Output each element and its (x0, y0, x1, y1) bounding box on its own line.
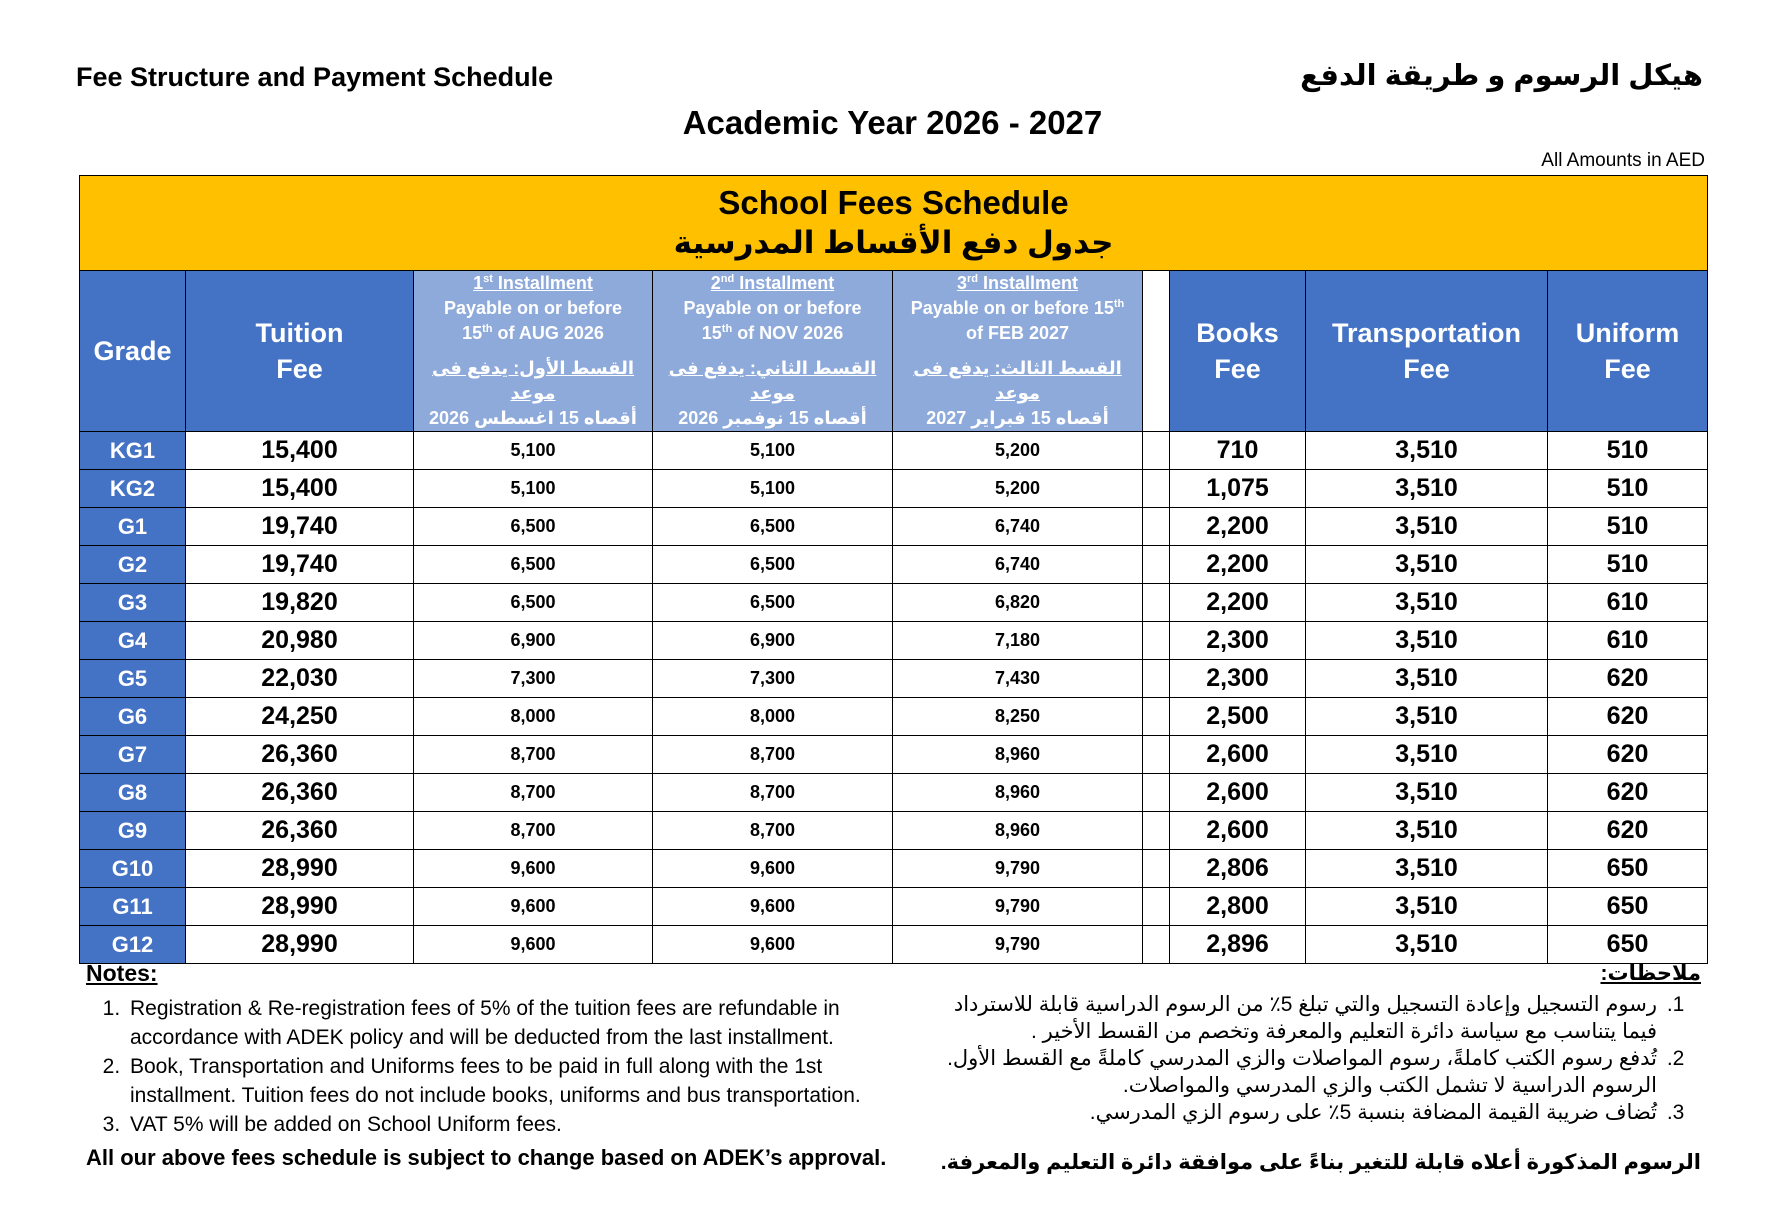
notes-english (86, 959, 906, 1139)
installment-1-cell: 8,000 (414, 698, 653, 736)
column-gap (1143, 698, 1170, 736)
banner-title: School Fees Schedule (718, 184, 1069, 221)
installment-3-cell: 9,790 (893, 888, 1143, 926)
col-installment-1 (414, 271, 653, 432)
grade-cell: G4 (80, 622, 186, 660)
banner-title-arabic: جدول دفع الأقساط المدرسية (673, 225, 1114, 260)
transport-cell: 3,510 (1306, 432, 1548, 470)
col-tuition (186, 271, 414, 432)
table-row (80, 584, 1708, 622)
uniform-cell: 510 (1548, 470, 1708, 508)
tuition-cell: 28,990 (186, 888, 414, 926)
transport-cell: 3,510 (1306, 888, 1548, 926)
col-grade (80, 271, 186, 432)
installment-1-cell: 9,600 (414, 926, 653, 964)
installment-2-cell: 9,600 (653, 850, 893, 888)
installment-2-cell: 6,500 (653, 584, 893, 622)
installment-1-cell: 8,700 (414, 736, 653, 774)
transport-cell: 3,510 (1306, 774, 1548, 812)
grade-cell: G10 (80, 850, 186, 888)
transport-cell: 3,510 (1306, 812, 1548, 850)
approval-disclaimer-arabic: الرسوم المذكورة أعلاه قابلة للتغير بناءً على موافقة دائرة التعليم والمعرفة. (940, 1151, 1701, 1174)
installment-2-cell: 8,700 (653, 736, 893, 774)
uniform-cell: 650 (1548, 850, 1708, 888)
transport-cell: 3,510 (1306, 622, 1548, 660)
installment-2-cell: 5,100 (653, 432, 893, 470)
page-title: Fee Structure and Payment Schedule (76, 62, 554, 92)
col-tuition-label: Tuition (255, 318, 344, 348)
col-uniform-label: Uniform (1575, 318, 1680, 348)
note-item: 3. VAT 5% will be added on School Uniform fees. (126, 1110, 906, 1139)
tuition-cell: 22,030 (186, 660, 414, 698)
inst1-payable: Payable on or before (443, 298, 623, 318)
table-row (80, 470, 1708, 508)
col-uniform-label-2: Fee (1604, 354, 1651, 384)
tuition-cell: 15,400 (186, 432, 414, 470)
transport-cell: 3,510 (1306, 508, 1548, 546)
installment-2-cell: 9,600 (653, 926, 893, 964)
tuition-cell: 26,360 (186, 812, 414, 850)
installment-1-cell: 8,700 (414, 812, 653, 850)
installment-1-cell: 6,900 (414, 622, 653, 660)
table-row (80, 926, 1708, 964)
installment-2-cell: 8,000 (653, 698, 893, 736)
installment-1-cell: 7,300 (414, 660, 653, 698)
installment-3-cell: 9,790 (893, 850, 1143, 888)
tuition-cell: 19,820 (186, 584, 414, 622)
note-item: 1. Registration & Re-registration fees of 5% of the tuition fees are refundable in accordance with ADEK policy and will be deducted from the last installment. (126, 994, 906, 1052)
column-gap (1143, 584, 1170, 622)
currency-note: All Amounts in AED (1541, 150, 1705, 171)
installment-1-cell: 5,100 (414, 432, 653, 470)
column-gap (1143, 470, 1170, 508)
table-row (80, 660, 1708, 698)
notes-arabic (921, 960, 1701, 1126)
uniform-cell: 610 (1548, 622, 1708, 660)
tuition-cell: 20,980 (186, 622, 414, 660)
installment-2-cell: 5,100 (653, 470, 893, 508)
installment-1-cell: 6,500 (414, 546, 653, 584)
books-cell: 1,075 (1170, 470, 1306, 508)
table-row (80, 850, 1708, 888)
inst2-arabic: القسط الثاني: يدفع فى موعد أقصاه 15 نوفمبر 2026 (668, 358, 877, 428)
grade-cell: G5 (80, 660, 186, 698)
col-tuition-label-2: Fee (276, 354, 323, 384)
installment-1-cell: 9,600 (414, 850, 653, 888)
column-gap (1143, 622, 1170, 660)
grade-cell: KG2 (80, 470, 186, 508)
transport-cell: 3,510 (1306, 584, 1548, 622)
col-books-label: Books (1196, 318, 1279, 348)
inst1-arabic: القسط الأول: يدفع فى موعد أقصاه 15 اغسطس 2026 (429, 358, 637, 428)
tuition-cell: 19,740 (186, 508, 414, 546)
notes-heading-arabic: ملاحظات: (1600, 962, 1701, 985)
inst2-date: 15th of NOV 2026 (701, 323, 844, 343)
column-gap (1143, 926, 1170, 964)
books-cell: 2,200 (1170, 508, 1306, 546)
grade-cell: G2 (80, 546, 186, 584)
table-row (80, 736, 1708, 774)
uniform-cell: 510 (1548, 546, 1708, 584)
tuition-cell: 19,740 (186, 546, 414, 584)
col-books-label-2: Fee (1214, 354, 1261, 384)
inst1-date: 15th of AUG 2026 (462, 323, 604, 343)
inst3-arabic: القسط الثالث: يدفع فى موعد أقصاه 15 فبراير 2027 (913, 358, 1122, 428)
installment-3-cell: 7,430 (893, 660, 1143, 698)
column-gap (1143, 736, 1170, 774)
transport-cell: 3,510 (1306, 660, 1548, 698)
tuition-cell: 24,250 (186, 698, 414, 736)
installment-2-cell: 8,700 (653, 774, 893, 812)
col-grade-label: Grade (93, 336, 172, 366)
col-uniform (1548, 271, 1708, 432)
books-cell: 2,500 (1170, 698, 1306, 736)
column-gap (1143, 508, 1170, 546)
installment-3-cell: 5,200 (893, 432, 1143, 470)
inst2-title: 2nd Installment (710, 273, 835, 293)
uniform-cell: 610 (1548, 584, 1708, 622)
table-row (80, 546, 1708, 584)
installment-3-cell: 7,180 (893, 622, 1143, 660)
transport-cell: 3,510 (1306, 736, 1548, 774)
notes-list-arabic (921, 991, 1701, 1126)
books-cell: 2,896 (1170, 926, 1306, 964)
grade-cell: G11 (80, 888, 186, 926)
table-row (80, 432, 1708, 470)
installment-3-cell: 6,820 (893, 584, 1143, 622)
notes-heading: Notes: (86, 960, 158, 986)
installment-3-cell: 9,790 (893, 926, 1143, 964)
table-row (80, 698, 1708, 736)
transport-cell: 3,510 (1306, 470, 1548, 508)
page-title-arabic: هيكل الرسوم و طريقة الدفع (1300, 60, 1703, 92)
installment-2-cell: 6,500 (653, 508, 893, 546)
transport-cell: 3,510 (1306, 698, 1548, 736)
books-cell: 2,200 (1170, 546, 1306, 584)
installment-3-cell: 6,740 (893, 508, 1143, 546)
books-cell: 2,600 (1170, 774, 1306, 812)
installment-3-cell: 8,250 (893, 698, 1143, 736)
uniform-cell: 510 (1548, 508, 1708, 546)
table-row (80, 888, 1708, 926)
installment-1-cell: 8,700 (414, 774, 653, 812)
grade-cell: G6 (80, 698, 186, 736)
grade-cell: G12 (80, 926, 186, 964)
installment-2-cell: 9,600 (653, 888, 893, 926)
column-gap (1143, 271, 1170, 432)
col-transport (1306, 271, 1548, 432)
tuition-cell: 28,990 (186, 850, 414, 888)
column-gap (1143, 660, 1170, 698)
uniform-cell: 620 (1548, 736, 1708, 774)
installment-3-cell: 8,960 (893, 774, 1143, 812)
uniform-cell: 620 (1548, 660, 1708, 698)
table-row (80, 508, 1708, 546)
books-cell: 2,200 (1170, 584, 1306, 622)
table-row (80, 812, 1708, 850)
column-gap (1143, 774, 1170, 812)
grade-cell: G9 (80, 812, 186, 850)
transport-cell: 3,510 (1306, 926, 1548, 964)
grade-cell: KG1 (80, 432, 186, 470)
fees-table (79, 175, 1708, 964)
column-gap (1143, 546, 1170, 584)
books-cell: 2,800 (1170, 888, 1306, 926)
uniform-cell: 620 (1548, 774, 1708, 812)
installment-3-cell: 6,740 (893, 546, 1143, 584)
col-transport-label-2: Fee (1403, 354, 1450, 384)
col-installment-2 (653, 271, 893, 432)
column-gap (1143, 432, 1170, 470)
books-cell: 710 (1170, 432, 1306, 470)
installment-3-cell: 5,200 (893, 470, 1143, 508)
grade-cell: G7 (80, 736, 186, 774)
transport-cell: 3,510 (1306, 850, 1548, 888)
transport-cell: 3,510 (1306, 546, 1548, 584)
column-gap (1143, 850, 1170, 888)
uniform-cell: 510 (1548, 432, 1708, 470)
column-gap (1143, 888, 1170, 926)
tuition-cell: 15,400 (186, 470, 414, 508)
academic-year: Academic Year 2026 - 2027 (682, 104, 1103, 141)
books-cell: 2,806 (1170, 850, 1306, 888)
approval-disclaimer: All our above fees schedule is subject to change based on ADEK’s approval. (86, 1145, 887, 1170)
table-row (80, 622, 1708, 660)
installment-1-cell: 6,500 (414, 584, 653, 622)
books-cell: 2,600 (1170, 736, 1306, 774)
column-gap (1143, 812, 1170, 850)
note-item-arabic: 1. رسوم التسجيل وإعادة التسجيل والتي تبلغ 5٪ من الرسوم الدراسية قابلة للاسترداد فيما يتناسب مع سياسة دائرة التعليم والمعرفة وتخصم من القسط الأخير . (921, 991, 1661, 1045)
installment-2-cell: 6,900 (653, 622, 893, 660)
table-row (80, 774, 1708, 812)
note-item-arabic: 3. تُضاف ضريبة القيمة المضافة بنسبة 5٪ على رسوم الزي المدرسي. (921, 1099, 1661, 1126)
col-installment-3 (893, 271, 1143, 432)
installment-1-cell: 5,100 (414, 470, 653, 508)
note-item: 2. Book, Transportation and Uniforms fees to be paid in full along with the 1st installment. Tuition fees do not include books, uniforms and bus transportation. (126, 1052, 906, 1110)
inst3-date: of FEB 2027 (965, 323, 1070, 343)
installment-2-cell: 6,500 (653, 546, 893, 584)
fee-rows (80, 432, 1708, 964)
books-cell: 2,300 (1170, 622, 1306, 660)
grade-cell: G1 (80, 508, 186, 546)
inst1-title: 1st Installment (473, 273, 593, 293)
installment-2-cell: 7,300 (653, 660, 893, 698)
tuition-cell: 26,360 (186, 774, 414, 812)
inst2-payable: Payable on or before (683, 298, 862, 318)
inst3-payable: Payable on or before 15th (910, 298, 1125, 318)
books-cell: 2,300 (1170, 660, 1306, 698)
installment-3-cell: 8,960 (893, 812, 1143, 850)
fees-banner (80, 176, 1708, 271)
books-cell: 2,600 (1170, 812, 1306, 850)
notes-list (86, 994, 906, 1139)
uniform-cell: 650 (1548, 888, 1708, 926)
grade-cell: G3 (80, 584, 186, 622)
col-books (1170, 271, 1306, 432)
installment-1-cell: 9,600 (414, 888, 653, 926)
col-transport-label: Transportation (1331, 318, 1521, 348)
note-item-arabic: 2. تُدفع رسوم الكتب كاملةً، رسوم المواصلات والزي المدرسي كاملةً مع القسط الأول. الرسوم الدراسية لا تشمل الكتب والزي المدرسي والمواصلات. (921, 1045, 1661, 1099)
grade-cell: G8 (80, 774, 186, 812)
installment-2-cell: 8,700 (653, 812, 893, 850)
uniform-cell: 650 (1548, 926, 1708, 964)
uniform-cell: 620 (1548, 698, 1708, 736)
inst3-title: 3rd Installment (956, 273, 1079, 293)
tuition-cell: 28,990 (186, 926, 414, 964)
installment-3-cell: 8,960 (893, 736, 1143, 774)
installment-1-cell: 6,500 (414, 508, 653, 546)
uniform-cell: 620 (1548, 812, 1708, 850)
tuition-cell: 26,360 (186, 736, 414, 774)
